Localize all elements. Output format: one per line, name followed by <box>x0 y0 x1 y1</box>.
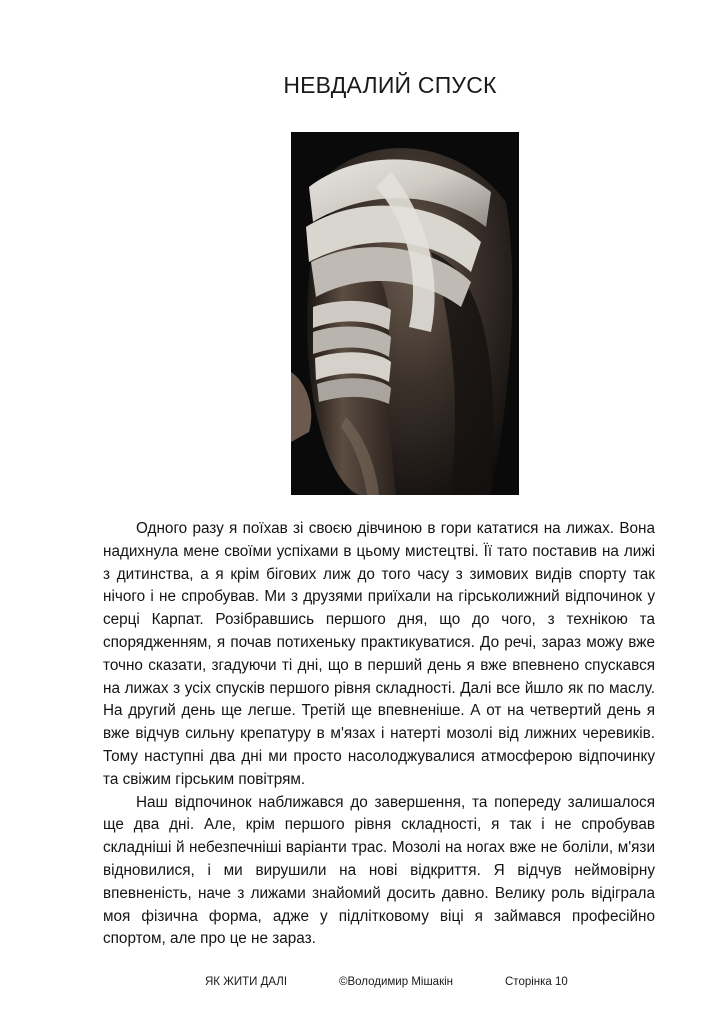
bandaged-shoulder-photo <box>291 132 519 495</box>
footer-book-title: ЯК ЖИТИ ДАЛІ <box>205 976 288 988</box>
story-text <box>103 518 655 951</box>
paragraph-1: Одного разу я поїхав зі своєю дівчиною в гори кататися на лижах. Вона надихнула мене своїми успіхами в цьому мистецтві. Її тато поставив на лижі з дитинства, а я крім бігових лиж до того часу з зимових видів спорту так нічого і не спробував. Ми з друзями приїхали на гірськолижний відпочинок у серці Карпат. Розібравшись першого дня, що до чого, з технікою та спорядженням, я почав потихеньку практикуватися. До речі, зараз можу вже точно сказати, згадуючи ті дні, що в перший день я вже впевнено спускався на лижах з усіх спусків першого рівня складності. Далі все йшло як по маслу. На другий день ще легше. Третій ще впевненіше. А от на четвертий день я вже відчув сильну крепатуру в м'язах і натерті мозолі від лижних черевиків. Тому наступні два дні ми просто насолоджувалися атмосферою відпочинку та свіжим гірським повітрям. <box>103 520 655 788</box>
bandaged-shoulder-illustration <box>291 132 519 495</box>
paragraph-2: Наш відпочинок наближався до завершення, та попереду залишалося ще два дні. Але, крім першого рівня складності, я так і не спробував складніші й небезпечніші варіанти трас. Мозолі на ногах вже не боліли, м'язи відновилися, і ми вирушили на нові відкриття. Я відчув неймовірну впевненість, наче з лижами знайомий досить давно. Велику роль відіграла моя фізична форма, адже у підлітковому віці я займався професійно спортом, але про це не зараз. <box>103 793 655 948</box>
footer-author: ©Володимир Мішакін <box>339 976 454 988</box>
page-title: НЕВДАЛИЙ СПУСК <box>283 72 497 98</box>
page-footer <box>0 976 724 992</box>
footer-page-number: Сторінка 10 <box>505 976 568 988</box>
